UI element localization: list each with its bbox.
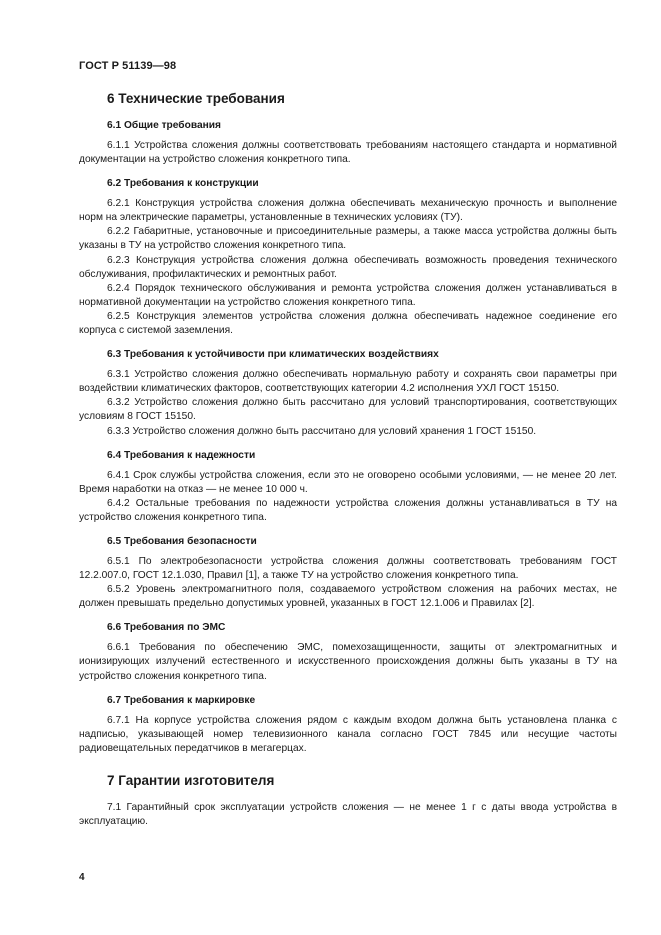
subsection-6-3-title: 6.3 Требования к устойчивости при климатических воздействиях [107,349,439,361]
page-number: 4 [79,872,85,883]
paragraph-6-5-1: 6.5.1 По электробезопасности устройства сложения должны соответствовать требованиям ГОСТ 12.2.007.0, ГОСТ 12.1.030, Правил [1], а также ТУ на устройство сложения конкретного типа. [79,555,617,582]
paragraph-6-2-3: 6.2.3 Конструкция устройства сложения должна обеспечивать возможность проведения технического обслуживания, профилактических и ремонтных работ. [79,254,617,280]
paragraph-6-2-4: 6.2.4 Порядок технического обслуживания и ремонта устройства сложения должен устанавливаться в нормативной документации на устройство сложения конкретного типа. [79,282,617,308]
section-6-title: 6 Технические требования [107,91,285,106]
paragraph-6-2-1: 6.2.1 Конструкция устройства сложения должна обеспечивать механическую прочность и выполнение норм на электрические параметры, установленные в технических условиях (ТУ). [79,198,617,224]
paragraph-6-4-2: 6.4.2 Остальные требования по надежности устройства сложения должны устанавливаться в ТУ на устройство сложения конкретного типа. [79,497,617,523]
paragraph-6-2-2: 6.2.2 Габаритные, установочные и присоединительные размеры, а также масса устройства должны быть указаны в ТУ на устройство сложения конкретного типа. [79,226,617,252]
paragraph-6-2-5: 6.2.5 Конструкция элементов устройства сложения должна обеспечивать надежное соединение его корпуса с системой заземления. [79,310,617,337]
paragraph-6-3-2: 6.3.2 Устройство сложения должно быть рассчитано для условий транспортирования, соответствующих условиям 8 ГОСТ 15150. [79,397,617,423]
section-7-title: 7 Гарантии изготовителя [107,772,275,788]
subsection-6-2-title: 6.2 Требования к конструкции [107,178,259,190]
subsection-6-6-title: 6.6 Требования по ЭМС [107,622,226,634]
subsection-6-4-title: 6.4 Требования к надежности [107,449,256,461]
paragraph-7-1: 7.1 Гарантийный срок эксплуатации устройств сложения — не менее 1 г с даты ввода устройства в эксплуатацию. [79,801,617,827]
paragraph-6-7-1: 6.7.1 На корпусе устройства сложения рядом с каждым входом должна быть установлена планка с надписью, указывающей номер телевизионного канала согласно ГОСТ 7845 или несущие частоты радиовещательных передатчиков в мегагерцах. [79,714,617,754]
subsection-6-5-title: 6.5 Требования безопасности [107,535,257,547]
paragraph-6-6-1: 6.6.1 Требования по обеспечению ЭМС, помехозащищенности, защиты от электромагнитных и ионизирующих излучений естественного и искусственного происхождения должны быть указаны в ТУ на устройство сложения конкретного типа. [79,642,617,682]
paragraph-6-1-1: 6.1.1 Устройства сложения должны соответствовать требованиям настоящего стандарта и нормативной документации на устройство сложения конкретного типа. [79,140,617,166]
subsection-6-1-title: 6.1 Общие требования [107,120,221,131]
paragraph-6-4-1: 6.4.1 Срок службы устройства сложения, если это не оговорено особыми условиями, — не менее 20 лет. Время наработки на отказ — не менее 10 000 ч. [79,469,617,495]
paragraph-6-5-2: 6.5.2 Уровень электромагнитного поля, создаваемого устройством сложения на рабочих местах, не должен превышать предельно допустимых уровней, указанных в ГОСТ 12.1.006 и Правилах [2]. [79,584,617,610]
subsection-6-7-title: 6.7 Требования к маркировке [107,694,256,706]
document-body [79,88,617,829]
document-code: ГОСТ Р 51139—98 [79,60,177,72]
paragraph-6-3-3: 6.3.3 Устройство сложения должно быть рассчитано для условий хранения 1 ГОСТ 15150. [107,425,537,437]
paragraph-6-3-1: 6.3.1 Устройство сложения должно обеспечивать нормальную работу и сохранять свои параметры при воздействии климатических факторов, соответствующих категории 4.2 исполнения УХЛ ГОСТ 15150. [79,369,617,395]
